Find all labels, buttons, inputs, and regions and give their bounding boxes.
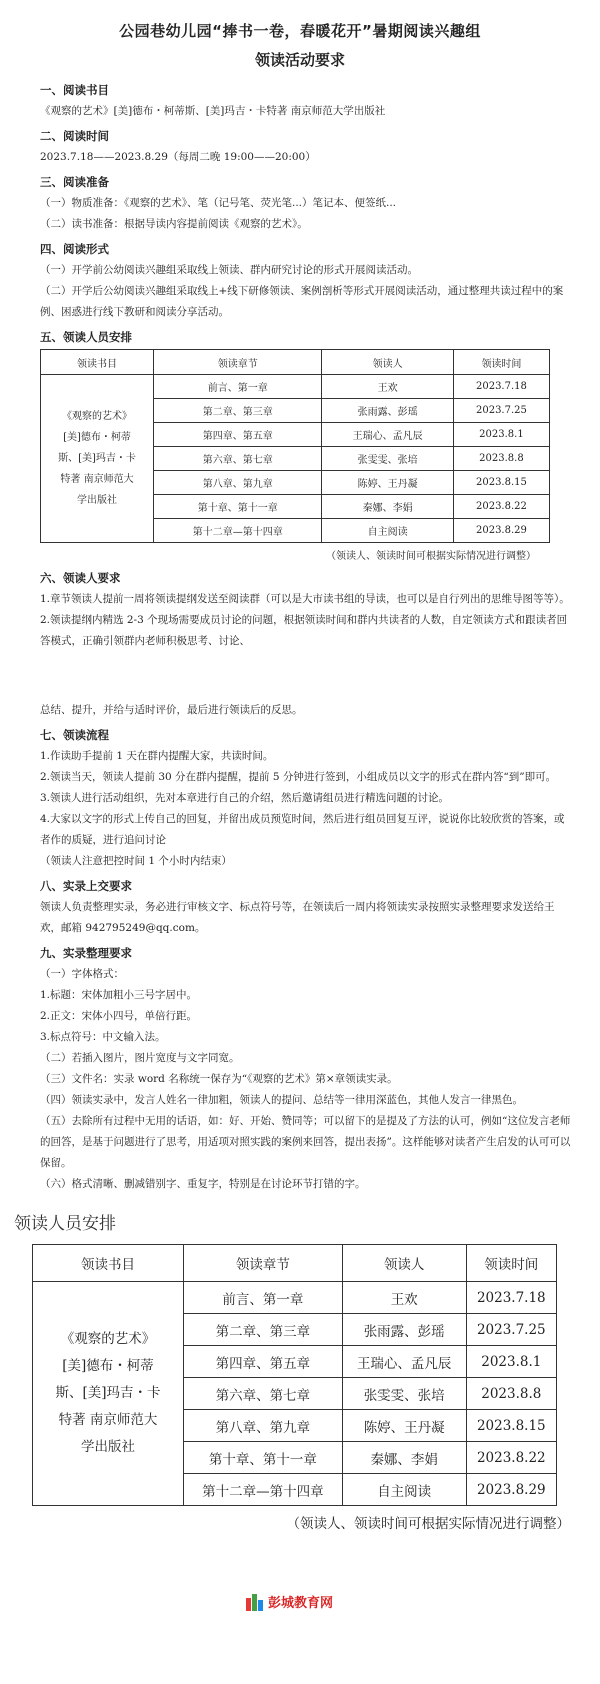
heading-submission: 八、实录上交要求 (40, 879, 132, 893)
reader-cell: 陈婷、王丹凝 (322, 471, 453, 495)
header-reader: 领读人 (322, 350, 453, 375)
document-subtitle: 领读活动要求 (254, 51, 345, 69)
book-line: 学出版社 (77, 495, 117, 506)
chapter-cell: 第八章、第九章 (184, 1410, 343, 1442)
format-4: 3.标点符号：中文输入法。 (40, 1031, 166, 1043)
book-cell (41, 375, 154, 543)
reader-cell: 秦娜、李娟 (342, 1442, 466, 1474)
book-line: [美]德布・柯蒂 (63, 432, 131, 443)
process-3: 3.领读人进行活动组织，先对本章进行自己的介绍，然后邀请组员进行精选问题的讨论。 (40, 792, 450, 804)
reader-cell: 王瑞心、孟凡辰 (342, 1346, 466, 1378)
book-line: 斯、[美]玛吉・卡 (55, 1385, 161, 1401)
leader-req-1: 1.章节领读人提前一周将领读提纲发送至阅读群（可以是大市读书组的导读，也可以是自行列出的思维导图等等）。 (40, 593, 570, 605)
format-3: 2.正文：宋体小四号，单倍行距。 (40, 1010, 198, 1022)
process-1: 1.作读助手提前 1 天在群内提醒大家，共读时间。 (40, 750, 274, 762)
schedule-header-row (41, 350, 550, 375)
format-5: （二）若插入图片，图片宽度与文字同宽。 (40, 1052, 240, 1064)
header-date: 领读时间 (466, 1245, 556, 1282)
book-line: 特著 南京师范大 (58, 1412, 158, 1428)
heading-leader-requirements: 六、领读人要求 (40, 571, 121, 585)
reader-cell: 陈婷、王丹凝 (342, 1410, 466, 1442)
format-8: （五）去除所有过程中无用的话语，如：好、开始、赞同等；可以留下的是提及了方法的认可，例如“这位发言老师的回答，是基于问题进行了思考，用适项对照实践的案例来回答，提出表扬”。这样能够对读者产生启发的认可可以保留。 (40, 1115, 571, 1169)
date-cell: 2023.8.29 (466, 1474, 556, 1506)
date-cell: 2023.8.1 (453, 423, 549, 447)
book-line: 《观察的艺术》 (62, 411, 132, 422)
reader-cell: 自主阅读 (342, 1474, 466, 1506)
heading-record-format: 九、实录整理要求 (40, 946, 132, 960)
reader-cell: 秦娜、李娟 (322, 495, 453, 519)
reading-time-text: 2023.7.18——2023.8.29（每周二晚 19:00——20:00） (40, 151, 316, 163)
format-6: （三）文件名：实录 word 名称统一保存为“《观察的艺术》第×章领读实录。 (40, 1073, 398, 1085)
leader-req-2: 2.领读提纲内精选 2-3 个现场需要成员讨论的问题，根据领读时间和群内共读者的人数，自定领读方式和跟读者回答模式，正确引领群内老师积极思考、讨论、 (40, 614, 568, 647)
chapter-cell: 第六章、第七章 (184, 1378, 343, 1410)
reader-cell: 张雨露、彭瑶 (322, 399, 453, 423)
heading-reading-time: 二、阅读时间 (40, 129, 109, 143)
section2-title: 领读人员安排 (14, 1214, 116, 1234)
prep-material: （一）物质准备：《观察的艺术》、笔（记号笔、荧光笔...）笔记本、便签纸... (40, 197, 397, 209)
header-book: 领读书目 (41, 350, 154, 375)
schedule-note: （领读人、领读时间可根据实际情况进行调整） (326, 551, 536, 562)
submission-text: 领读人负责整理实录，务必进行审核文字、标点符号等，在领读后一周内将领读实录按照实录整理要求发送给王欢，邮箱 942795249@qq.com。 (40, 901, 555, 934)
process-2: 2.领读当天，领读人提前 30 分在群内提醒，提前 5 分钟进行签到，小组成员以文字的形式在群内答“到”即可。 (40, 771, 557, 783)
prep-reading: （二）读书准备：根据导读内容提前阅读《观察的艺术》。 (40, 218, 308, 230)
header-reader: 领读人 (342, 1245, 466, 1282)
watermark-logo-icon (246, 1593, 264, 1611)
reader-cell: 王瑞心、孟凡辰 (322, 423, 453, 447)
reader-cell: 自主阅读 (322, 519, 453, 543)
chapter-cell: 前言、第一章 (154, 375, 322, 399)
date-cell: 2023.7.25 (466, 1314, 556, 1346)
chapter-cell: 第十章、第十一章 (184, 1442, 343, 1474)
header-chapter: 领读章节 (184, 1245, 343, 1282)
document-title: 公园巷幼儿园“捧书一卷，春暖花开”暑期阅读兴趣组 (119, 22, 481, 40)
heading-schedule: 五、领读人员安排 (40, 330, 132, 344)
chapter-cell: 第八章、第九章 (154, 471, 322, 495)
reading-book-text: 《观察的艺术》[美]德布・柯蒂斯、[美]玛吉・卡特著 南京师范大学出版社 (40, 105, 386, 117)
reader-cell: 张雯雯、张培 (322, 447, 453, 471)
schedule-table (40, 349, 550, 543)
chapter-cell: 第十章、第十一章 (154, 495, 322, 519)
chapter-cell: 第十二章—第十四章 (184, 1474, 343, 1506)
header-date: 领读时间 (453, 350, 549, 375)
reader-cell: 王欢 (322, 375, 453, 399)
date-cell: 2023.8.1 (466, 1346, 556, 1378)
heading-reading-book: 一、阅读书目 (40, 83, 109, 97)
format-9: （六）格式清晰、删减错别字、重复字，特别是在讨论环节打错的字。 (40, 1178, 366, 1190)
chapter-cell: 第四章、第五章 (184, 1346, 343, 1378)
reader-cell: 王欢 (342, 1282, 466, 1314)
format-7: （四）领读实录中，发言人姓名一律加粗，领读人的提问、总结等一律用深蓝色，其他人发言一律黑色。 (40, 1094, 523, 1106)
table-row (33, 1282, 557, 1314)
heading-process: 七、领读流程 (40, 728, 109, 742)
chapter-cell: 前言、第一章 (184, 1282, 343, 1314)
watermark-text: 彭城教育网 (268, 1596, 334, 1611)
book-line: [美]德布・柯蒂 (62, 1358, 154, 1374)
date-cell: 2023.8.15 (453, 471, 549, 495)
date-cell: 2023.8.29 (453, 519, 549, 543)
date-cell: 2023.7.18 (466, 1282, 556, 1314)
process-4: 4.大家以文字的形式上传自己的回复，并留出成员预览时间，然后进行组员回复互评，说说你比较欣赏的答案，或者作的质疑，进行追问讨论 (40, 813, 565, 846)
chapter-cell: 第二章、第三章 (184, 1314, 343, 1346)
schedule-table-large (32, 1244, 557, 1506)
page-break-gap (28, 652, 572, 700)
date-cell: 2023.7.25 (453, 399, 549, 423)
format-2: 1.标题：宋体加粗小三号字居中。 (40, 989, 198, 1001)
book-line: 学出版社 (81, 1439, 135, 1455)
process-5: （领读人注意把控时间 1 个小时内结束） (40, 855, 232, 867)
chapter-cell: 第六章、第七章 (154, 447, 322, 471)
table-row (41, 375, 550, 399)
chapter-cell: 第二章、第三章 (154, 399, 322, 423)
book-line: 特著 南京师范大 (60, 474, 134, 485)
chapter-cell: 第四章、第五章 (154, 423, 322, 447)
heading-reading-form: 四、阅读形式 (40, 242, 109, 256)
date-cell: 2023.8.8 (453, 447, 549, 471)
date-cell: 2023.8.15 (466, 1410, 556, 1442)
heading-reading-prep: 三、阅读准备 (40, 175, 109, 189)
date-cell: 2023.8.22 (466, 1442, 556, 1474)
book-cell (33, 1282, 184, 1506)
reader-cell: 张雯雯、张培 (342, 1378, 466, 1410)
chapter-cell: 第十二章—第十四章 (154, 519, 322, 543)
header-book: 领读书目 (33, 1245, 184, 1282)
form-before-school: （一）开学前公幼阅读兴趣组采取线上领读、群内研究讨论的形式开展阅读活动。 (40, 264, 418, 276)
reader-cell: 张雨露、彭瑶 (342, 1314, 466, 1346)
header-chapter: 领读章节 (154, 350, 322, 375)
book-line: 斯、[美]玛吉・卡 (58, 453, 136, 464)
schedule-header-row (33, 1245, 557, 1282)
watermark (246, 1592, 333, 1611)
date-cell: 2023.8.22 (453, 495, 549, 519)
leader-req-2-cont: 总结、提升，并给与适时评价，最后进行领读后的反思。 (40, 704, 303, 716)
schedule-note-large: （领读人、领读时间可根据实际情况进行调整） (286, 1516, 570, 1532)
format-1: （一）字体格式： (40, 968, 124, 980)
date-cell: 2023.8.8 (466, 1378, 556, 1410)
book-line: 《观察的艺术》 (60, 1331, 156, 1347)
form-after-school: （二）开学后公幼阅读兴趣组采取线上+线下研修领读、案例剖析等形式开展阅读活动，通过整理共读过程中的案例、困惑进行线下教研和阅读分享活动。 (40, 285, 564, 318)
date-cell: 2023.7.18 (453, 375, 549, 399)
